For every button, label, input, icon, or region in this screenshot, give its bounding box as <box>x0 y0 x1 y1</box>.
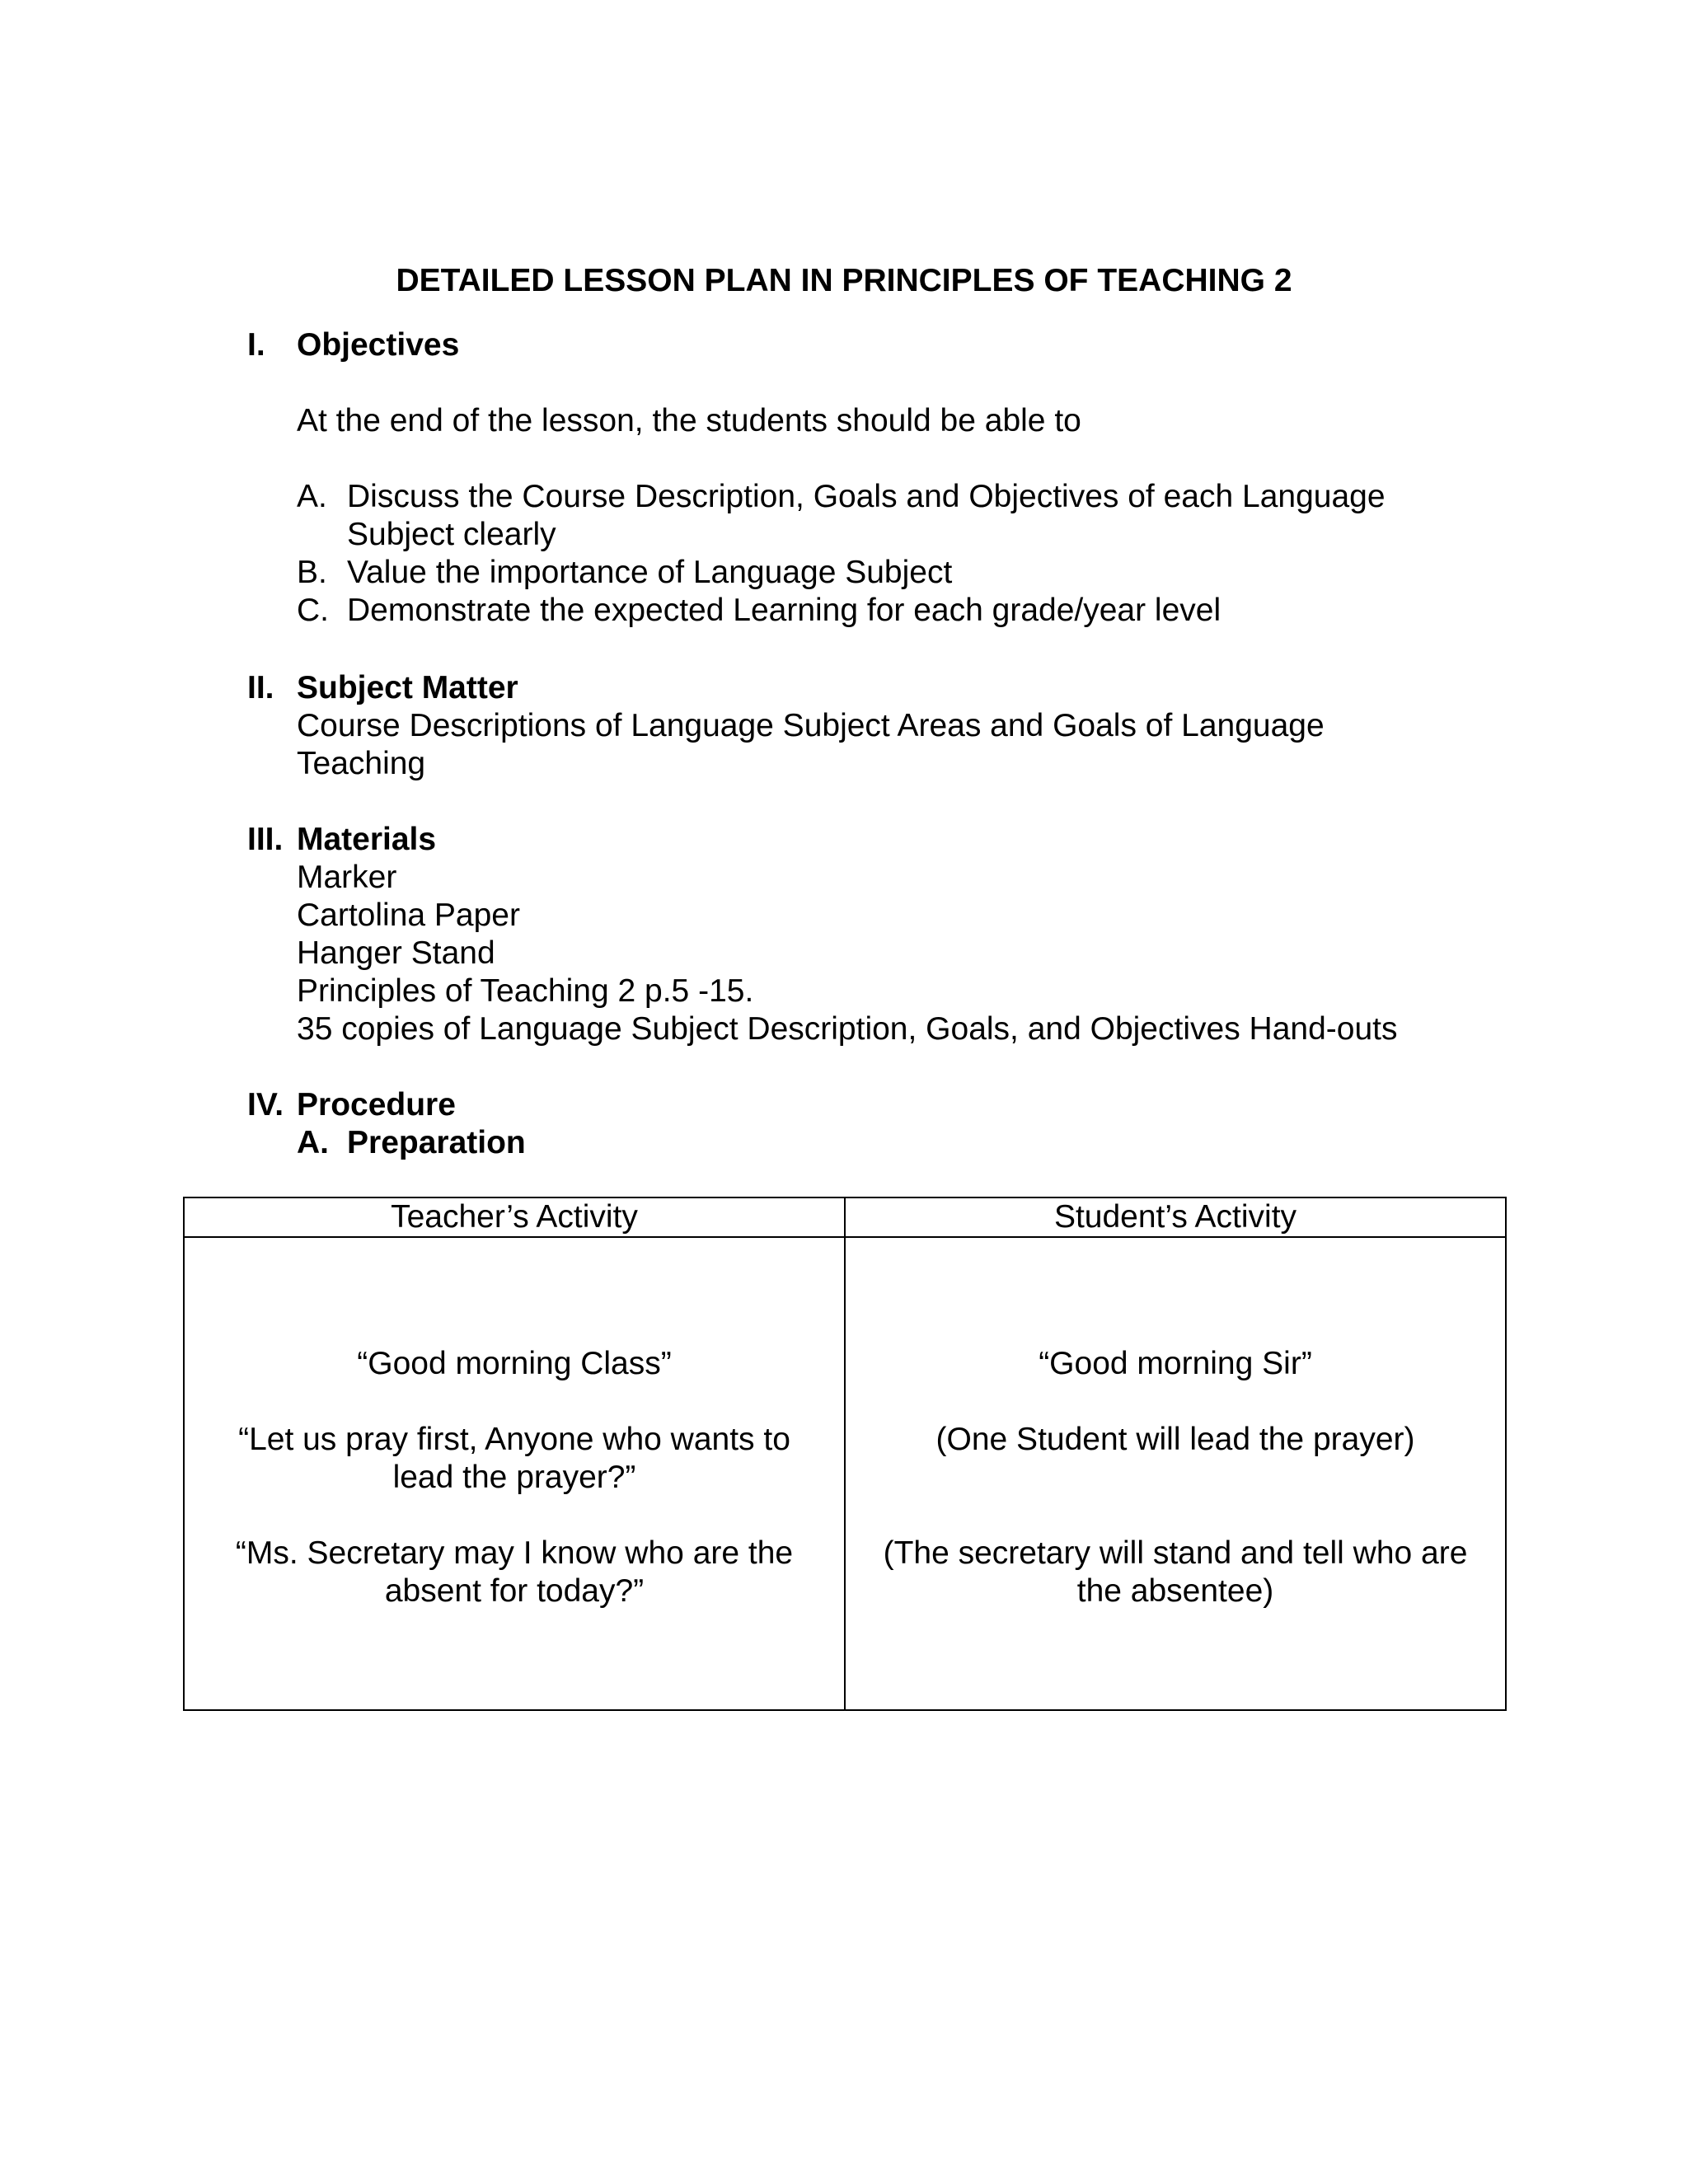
teacher-line: “Good morning Class” <box>357 1346 672 1381</box>
preparation-letter: A. <box>297 1125 329 1160</box>
objectives-heading-text: Objectives <box>297 327 460 363</box>
procedure-heading <box>247 1086 1401 1124</box>
item-text: Value the importance of Language Subject <box>347 555 953 590</box>
list-item <box>297 478 1451 554</box>
item-text: Demonstrate the expected Learning for each grade/year level <box>347 593 1221 628</box>
teacher-activity-cell <box>184 1237 845 1710</box>
subject-matter-heading <box>247 669 1401 707</box>
item-letter: B. <box>297 555 327 590</box>
student-activity-cell <box>845 1237 1506 1710</box>
preparation-subheading <box>297 1124 1401 1162</box>
subject-matter-text: Course Descriptions of Language Subject Areas and Goals of Language Teaching <box>297 708 1325 781</box>
subject-matter-numeral: II. <box>247 670 274 705</box>
subject-matter-heading-text: Subject Matter <box>297 670 518 705</box>
preparation-heading-text: Preparation <box>347 1125 526 1160</box>
activity-table <box>183 1197 1507 1711</box>
objectives-list <box>297 478 1451 630</box>
teacher-line: “Let us pray first, Anyone who wants to lead the prayer?” <box>238 1422 790 1495</box>
materials-heading <box>247 821 1484 859</box>
teacher-line: “Ms. Secretary may I know who are the absent for today?” <box>235 1535 794 1609</box>
table-header-row <box>184 1197 1506 1237</box>
list-item <box>297 592 1451 630</box>
document-title: DETAILED LESSON PLAN IN PRINCIPLES OF TEACHING 2 <box>396 263 1292 298</box>
objectives-intro: At the end of the lesson, the students should be able to <box>297 403 1081 438</box>
materials-item: 35 copies of Language Subject Description, Goals, and Objectives Hand-outs <box>297 1011 1398 1047</box>
list-item <box>297 554 1451 592</box>
student-line: “Good morning Sir” <box>1039 1346 1312 1381</box>
student-line: (One Student will lead the prayer) <box>935 1422 1415 1457</box>
objectives-numeral: I. <box>247 327 265 363</box>
materials-heading-text: Materials <box>297 822 437 857</box>
subject-matter-section <box>247 669 1401 783</box>
materials-item: Principles of Teaching 2 p.5 -15. <box>297 973 754 1009</box>
item-letter: A. <box>297 479 327 514</box>
item-text: Discuss the Course Description, Goals and Objectives of each Language Subject clearly <box>347 479 1386 552</box>
item-letter: C. <box>297 593 329 628</box>
table-row <box>184 1237 1506 1710</box>
procedure-numeral: IV. <box>247 1087 284 1122</box>
materials-numeral: III. <box>247 822 284 857</box>
procedure-section <box>247 1086 1401 1162</box>
materials-item: Marker <box>297 860 397 895</box>
student-line: (The secretary will stand and tell who are the absentee) <box>883 1535 1468 1609</box>
materials-item: Cartolina Paper <box>297 898 520 933</box>
student-activity-header: Student’s Activity <box>845 1197 1506 1237</box>
procedure-heading-text: Procedure <box>297 1087 456 1122</box>
materials-section <box>247 821 1484 1048</box>
objectives-heading <box>247 326 1451 364</box>
objectives-section <box>247 326 1451 630</box>
materials-item: Hanger Stand <box>297 935 495 971</box>
teacher-activity-header: Teacher’s Activity <box>184 1197 845 1237</box>
